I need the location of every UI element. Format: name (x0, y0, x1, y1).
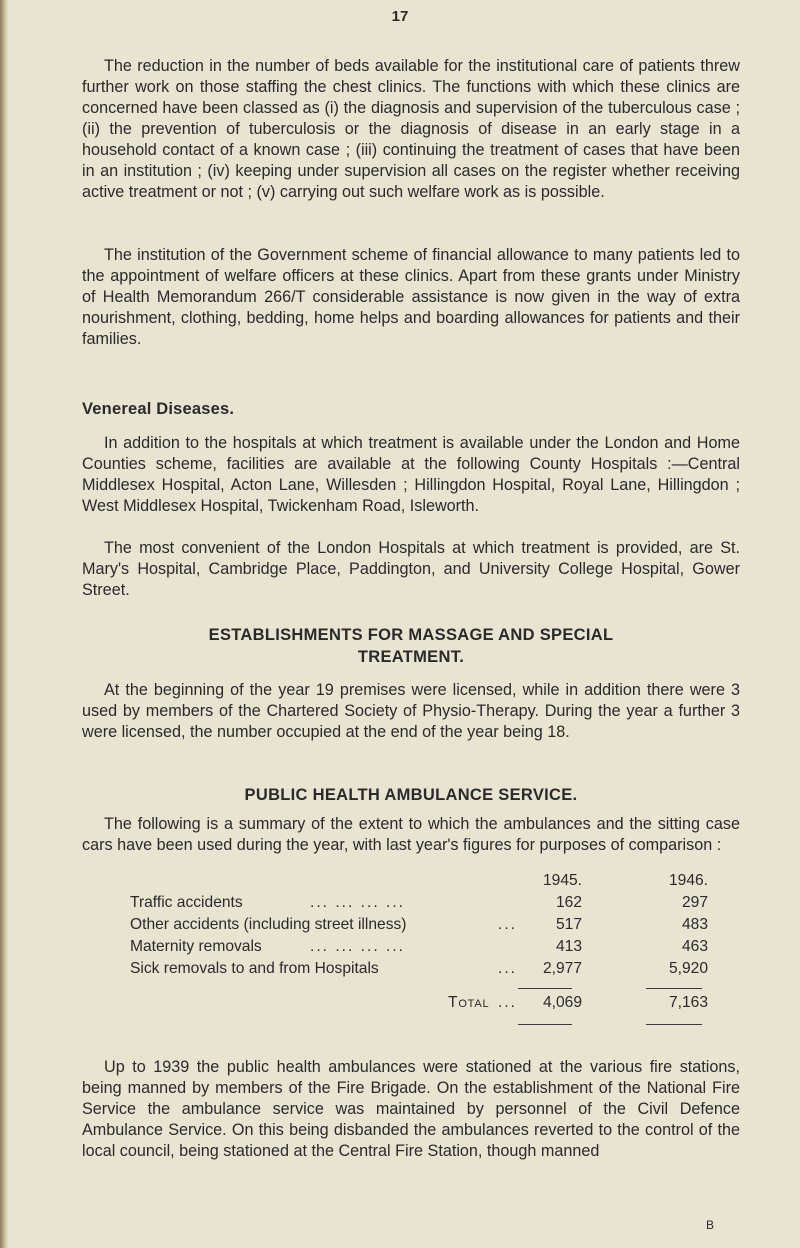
venereal-paragraph-1: In addition to the hospitals at which treatment is available under the London and Home Counties scheme, facilities are available at the following County Hospitals :—Central Middlesex Hospital, Acton Lane, Willesden ; Hillingdon Hospital, Royal Lane, Hillingdon ; West Middlesex Hospital, Twickenham Road, Isleworth. (82, 434, 740, 515)
row-value-1945: 162 (555, 894, 582, 911)
row-value-1945: 413 (555, 938, 582, 955)
table-header (130, 872, 710, 893)
total-value-1945: 4,069 (542, 994, 582, 1011)
row-label: Other accidents (including street illness) (130, 916, 407, 933)
page-number: 17 (391, 8, 409, 25)
ambulance-intro: The following is a summary of the extent to which the ambulances and the sitting case cars have been used during the year, with last year's figures for purposes of comparison : (82, 815, 740, 854)
total-leader-dots: ... (498, 994, 517, 1011)
row-value-1946: 483 (681, 916, 708, 933)
row-label: Maternity removals (130, 938, 262, 955)
ambulance-closing-paragraph: Up to 1939 the public health ambulances were stationed at the various fire stations, being manned by members of the Fire Brigade. On the establishment of the National Fire Service the ambulance service was maintained by personnel of the Civil Defence Ambulance Service. On this being disbanded the ambulances reverted to the control of the local council, being stationed at the Central Fire Station, though manned (82, 1058, 740, 1160)
row-leader-dots: ... (498, 960, 517, 977)
row-label: Traffic accidents (130, 894, 243, 911)
row-label: Sick removals to and from Hospitals (130, 960, 379, 977)
page-binding-edge (0, 0, 8, 1248)
table-row (130, 960, 710, 981)
col-1945-header: 1945. (542, 872, 582, 889)
ambulance-table (130, 872, 710, 1052)
massage-heading-line1: ESTABLISHMENTS FOR MASSAGE AND SPECIAL (208, 626, 614, 644)
venereal-paragraph-2: The most convenient of the London Hospitals at which treatment is provided, are St. Mary's Hospital, Cambridge Place, Paddington, and University College Hospital, Gower Street. (82, 539, 740, 599)
tb-paragraph-1: The reduction in the number of beds available for the institutional care of patients threw further work on those staffing the chest clinics. The functions with which these clinics are concerned have been classed as (i) the diagnosis and supervision of the tuberculous case ; (ii) the prevention of tuberculosis or the diagnosis of disease in an early stage in a household contact of a known case ; (iii) continuing the treatment of cases that have been in an institution ; (iv) keeping under supervision all cases on the register whether receiving active treatment or not ; (v) carrying out such welfare work as is possible. (82, 57, 740, 201)
row-value-1945: 2,977 (542, 960, 582, 977)
table-row (130, 916, 710, 937)
total-value-1946: 7,163 (668, 994, 708, 1011)
row-value-1945: 517 (555, 916, 582, 933)
total-rule-1945 (518, 1024, 572, 1025)
subtotal-rule-1946 (646, 988, 702, 989)
row-value-1946: 5,920 (668, 960, 708, 977)
subtotal-rule-1945 (518, 988, 572, 989)
row-value-1946: 297 (681, 894, 708, 911)
total-rule-1946 (646, 1024, 702, 1025)
total-label: Total (448, 994, 490, 1011)
table-total-row (130, 994, 710, 1015)
table-row (130, 938, 710, 959)
row-value-1946: 463 (681, 938, 708, 955)
massage-paragraph: At the beginning of the year 19 premises were licensed, while in addition there were 3 used by members of the Chartered Society of Physio-Therapy. During the year a further 3 were licensed, the number occupied at the end of the year being 18. (82, 681, 740, 741)
table-row (130, 894, 710, 915)
massage-heading-line2: TREATMENT. (357, 648, 465, 666)
massage-heading (82, 624, 740, 668)
ambulance-heading: PUBLIC HEALTH AMBULANCE SERVICE. (244, 786, 578, 804)
signature-mark: B (706, 1218, 715, 1232)
col-1946-header: 1946. (668, 872, 708, 889)
tb-paragraph-2: The institution of the Government scheme of financial allowance to many patients led to the appointment of welfare officers at these clinics. Apart from these grants under Ministry of Health Memorandum 266/T considerable assistance is now given in the way of extra nourishment, clothing, bedding, home helps and boarding allowances for patients and their families. (82, 246, 740, 348)
row-leader-dots: ... ... ... ... (310, 894, 405, 911)
row-leader-dots: ... (498, 916, 517, 933)
venereal-heading: Venereal Diseases. (82, 400, 235, 418)
row-leader-dots: ... ... ... ... (310, 938, 405, 955)
